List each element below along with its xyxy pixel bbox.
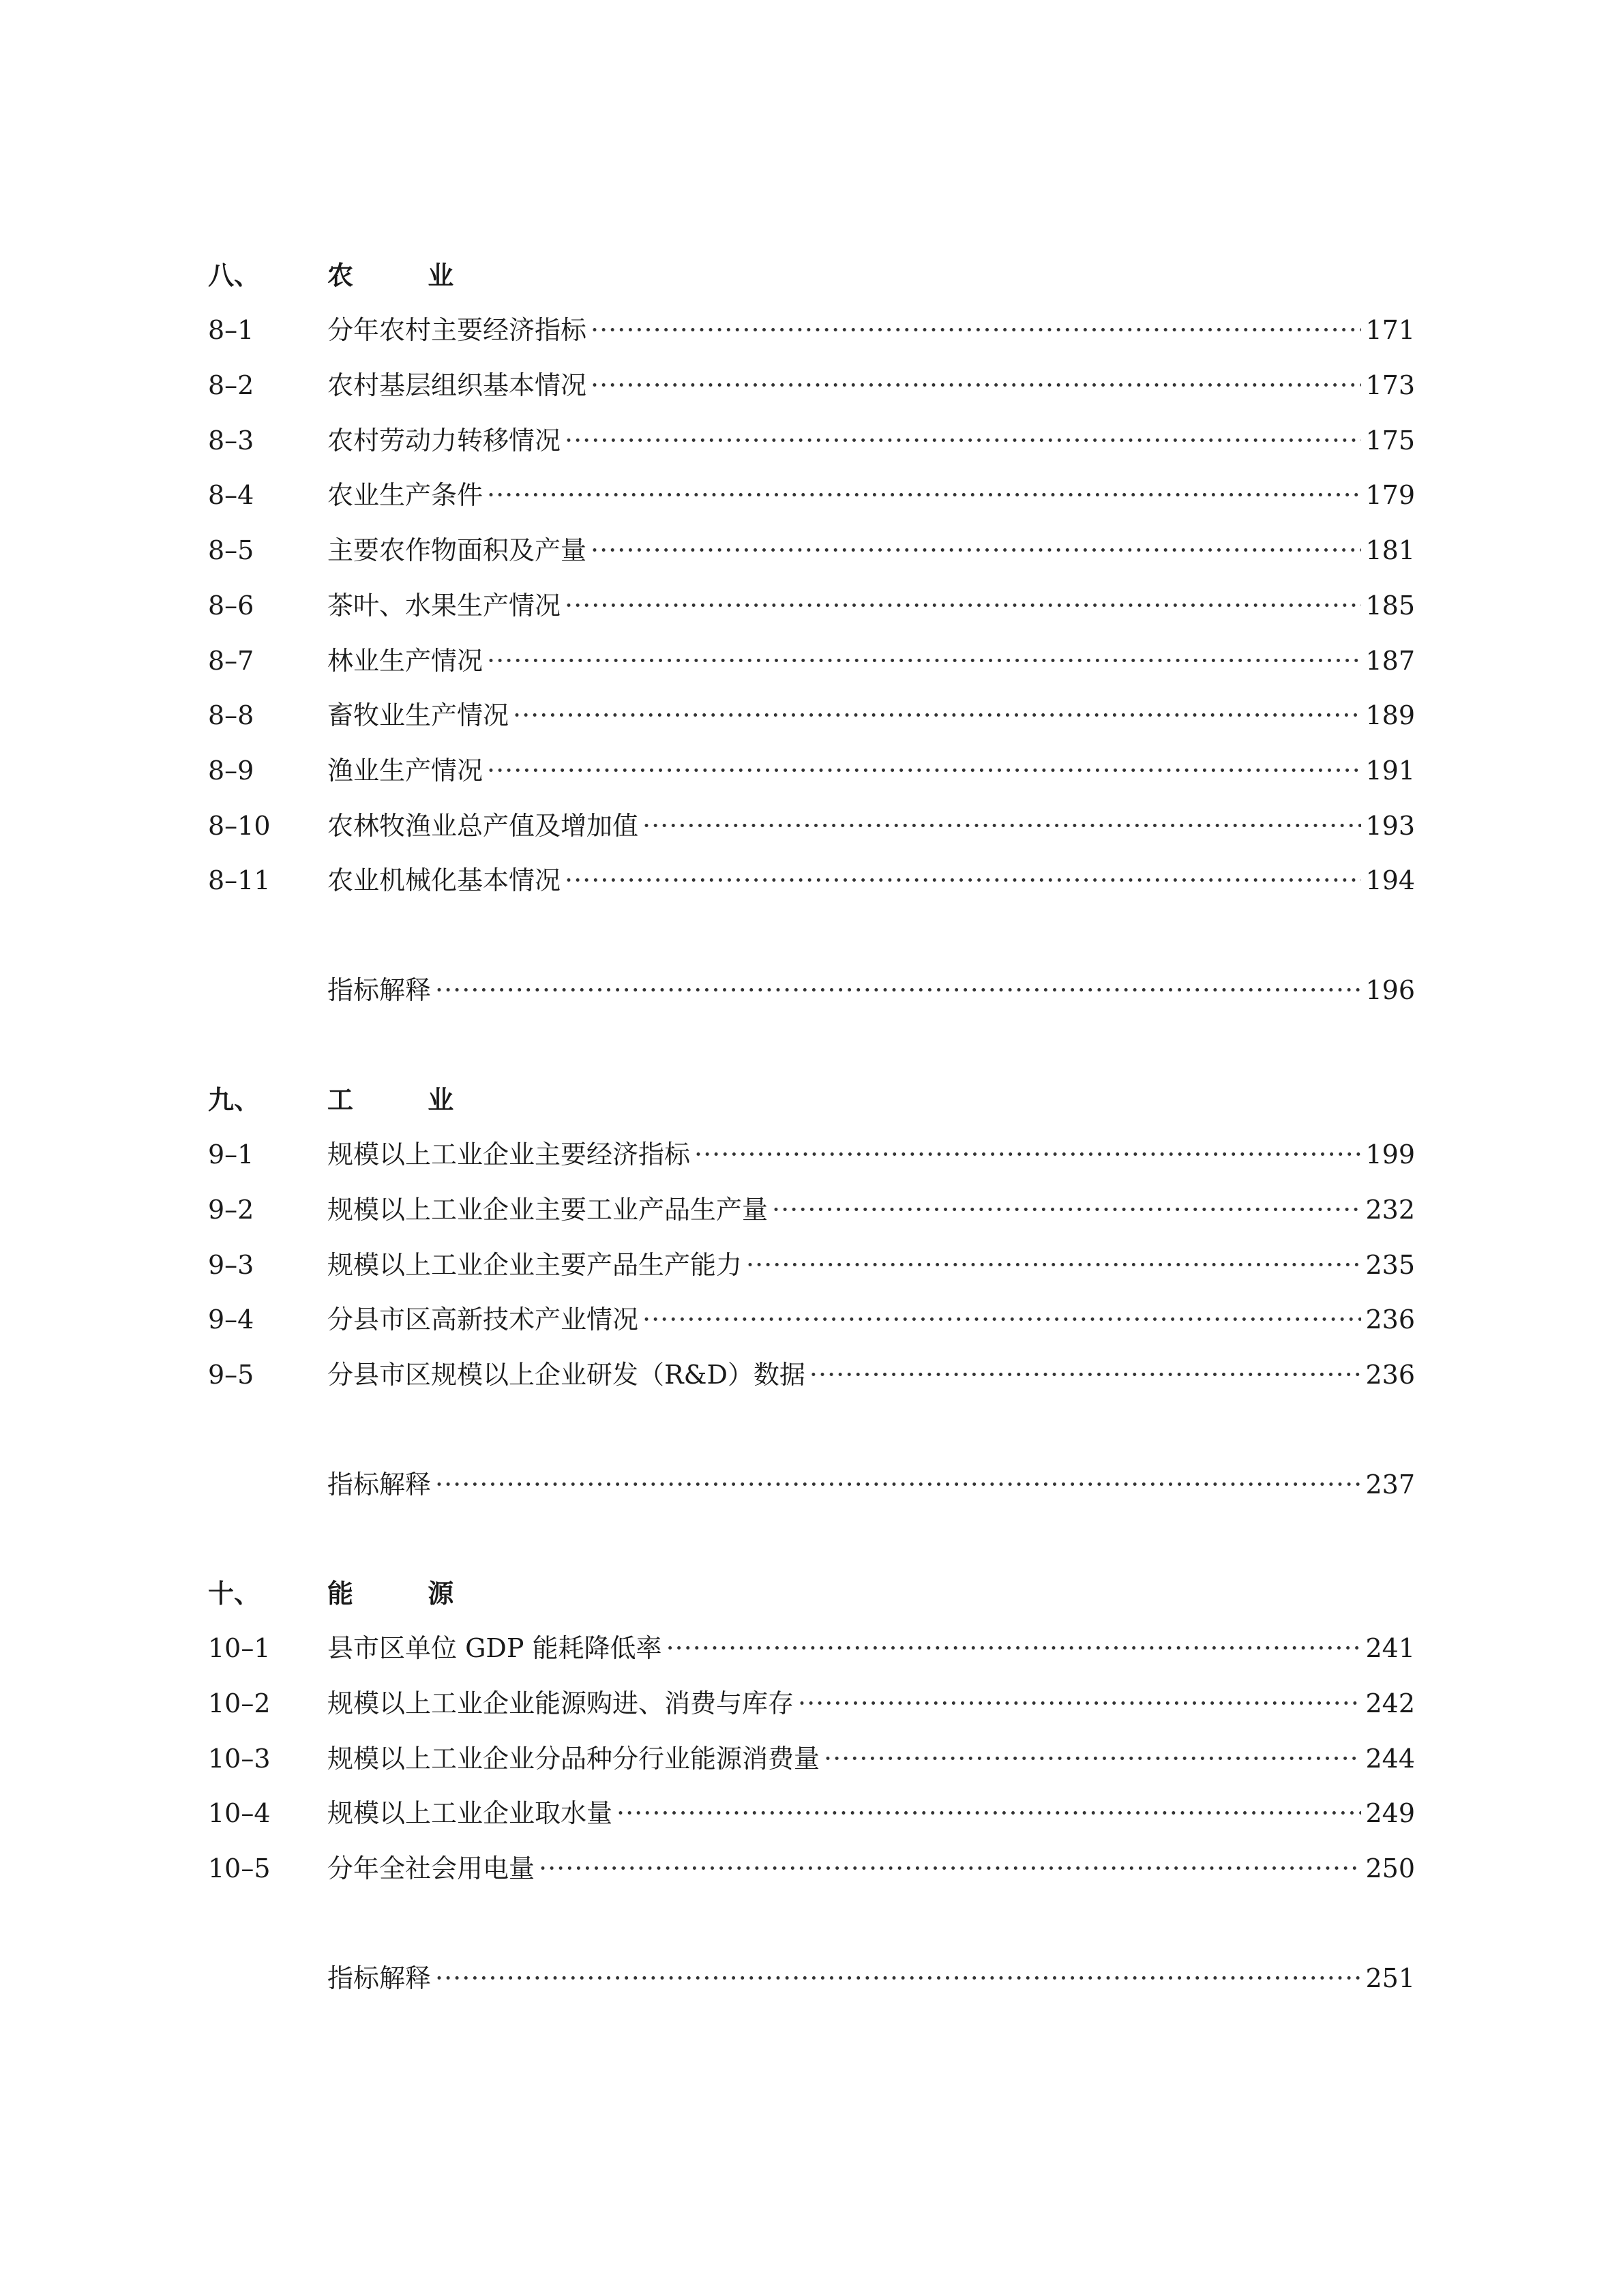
entry-number: 10–2 [208,1688,271,1718]
entry-page: 193 [1365,811,1415,841]
entry-title: 主要农作物面积及产量 [327,535,587,565]
section-title: 工 业 [327,1084,487,1115]
entry-page: 173 [1365,370,1415,400]
explanation-page: 251 [1365,1963,1415,1993]
dot-leader [642,1300,1361,1339]
entry-number: 10–5 [208,1853,271,1883]
explanation-title: 指标解释 [327,1963,432,1993]
entry-number: 8–3 [208,426,254,456]
dot-leader [824,1740,1361,1778]
toc-entry[interactable] [0,476,1623,514]
dot-leader [565,586,1361,625]
entry-page: 179 [1365,480,1415,510]
dot-leader [666,1629,1362,1667]
toc-entry[interactable] [0,311,1623,349]
toc-entry[interactable] [0,807,1623,845]
entry-page: 191 [1365,756,1415,786]
entry-title: 规模以上工业企业主要产品生产能力 [327,1250,743,1280]
dot-leader [642,807,1361,845]
section-number: 九、 [208,1084,260,1115]
entry-title: 规模以上工业企业能源购进、消费与库存 [327,1688,794,1718]
toc-entry[interactable] [0,1356,1623,1394]
entry-number: 9–1 [208,1139,254,1169]
toc-entry[interactable] [0,531,1623,569]
entry-number: 10–4 [208,1798,271,1828]
dot-leader [616,1794,1361,1832]
dot-leader [487,642,1361,680]
toc-entry[interactable] [0,1684,1623,1723]
explanation-page: 196 [1365,975,1415,1005]
entry-title: 农林牧渔业总产值及增加值 [327,811,639,841]
toc-entry[interactable] [0,1135,1623,1174]
entry-number: 8–5 [208,535,254,565]
dot-leader [435,1465,1361,1504]
section-heading [0,1081,1623,1119]
entry-page: 175 [1365,426,1415,456]
entry-number: 9–2 [208,1195,254,1225]
toc-entry[interactable] [0,1629,1623,1667]
toc-entry[interactable] [0,1246,1623,1284]
entry-title: 规模以上工业企业主要工业产品生产量 [327,1195,769,1225]
entry-number: 9–3 [208,1250,254,1280]
entry-title: 茶叶、水果生产情况 [327,591,561,621]
toc-entry[interactable] [0,696,1623,734]
entry-title: 规模以上工业企业主要经济指标 [327,1139,691,1169]
entry-page: 181 [1365,535,1415,565]
entry-number: 8–7 [208,646,254,676]
entry-page: 235 [1365,1250,1415,1280]
section-number: 十、 [208,1578,260,1609]
entry-number: 10–3 [208,1744,271,1774]
entry-page: 241 [1365,1633,1415,1663]
dot-leader [565,861,1361,899]
entry-number: 8–11 [208,865,271,895]
entry-page: 242 [1365,1688,1415,1718]
toc-explanation[interactable] [0,1465,1623,1504]
entry-title: 分县市区高新技术产业情况 [327,1304,639,1335]
entry-title: 规模以上工业企业取水量 [327,1798,613,1828]
dot-leader [513,696,1361,734]
entry-number: 10–1 [208,1633,271,1663]
dot-leader [772,1191,1361,1229]
dot-leader [798,1684,1361,1723]
explanation-title: 指标解释 [327,1470,432,1500]
toc-entry[interactable] [0,642,1623,680]
toc-entry[interactable] [0,1740,1623,1778]
entry-page: 185 [1365,591,1415,621]
entry-number: 8–1 [208,315,254,345]
entry-title: 畜牧业生产情况 [327,700,509,730]
entry-number: 9–5 [208,1360,254,1390]
entry-number: 8–10 [208,811,271,841]
toc-explanation[interactable] [0,971,1623,1009]
entry-title: 农业生产条件 [327,480,483,510]
entry-title: 农村劳动力转移情况 [327,426,561,456]
dot-leader [591,531,1361,569]
entry-number: 8–6 [208,591,254,621]
entry-page: 189 [1365,700,1415,730]
dot-leader [809,1356,1362,1394]
entry-number: 8–2 [208,370,254,400]
toc-entry[interactable] [0,751,1623,790]
dot-leader [565,421,1361,460]
entry-title: 分年农村主要经济指标 [327,315,587,345]
dot-leader [487,751,1361,790]
entry-page: 244 [1365,1744,1415,1774]
toc-entry[interactable] [0,366,1623,404]
entry-number: 9–4 [208,1304,254,1335]
entry-title: 分年全社会用电量 [327,1853,535,1883]
entry-title: 分县市区规模以上企业研发（R&D）数据 [327,1360,805,1390]
section-heading [0,256,1623,295]
toc-entry[interactable] [0,1191,1623,1229]
dot-leader [487,476,1361,514]
toc-explanation[interactable] [0,1959,1623,1997]
dot-leader [435,1959,1361,1997]
entry-number: 8–8 [208,700,254,730]
section-title: 农 业 [327,260,487,290]
explanation-title: 指标解释 [327,975,432,1005]
toc-entry[interactable] [0,1794,1623,1832]
entry-title: 农业机械化基本情况 [327,865,561,895]
entry-page: 236 [1365,1360,1415,1390]
entry-page: 171 [1365,315,1415,345]
entry-number: 8–9 [208,756,254,786]
dot-leader [591,366,1361,404]
dot-leader [694,1135,1361,1174]
toc-entry[interactable] [0,586,1623,625]
entry-page: 249 [1365,1798,1415,1828]
entry-title: 渔业生产情况 [327,756,483,786]
entry-number: 8–4 [208,480,254,510]
toc-entry[interactable] [0,1300,1623,1339]
entry-page: 232 [1365,1195,1415,1225]
dot-leader [539,1849,1361,1888]
entry-page: 236 [1365,1304,1415,1335]
dot-leader [435,971,1361,1009]
entry-title: 规模以上工业企业分品种分行业能源消费量 [327,1744,820,1774]
entry-title: 农村基层组织基本情况 [327,370,587,400]
toc-entry[interactable] [0,421,1623,460]
explanation-page: 237 [1365,1470,1415,1500]
entry-page: 250 [1365,1853,1415,1883]
section-heading [0,1575,1623,1613]
entry-title: 县市区单位 GDP 能耗降低率 [327,1633,662,1663]
toc-entry[interactable] [0,1849,1623,1888]
section-number: 八、 [208,260,260,290]
dot-leader [746,1246,1361,1284]
entry-page: 194 [1365,865,1415,895]
section-title: 能 源 [327,1578,487,1609]
entry-page: 187 [1365,646,1415,676]
entry-title: 林业生产情况 [327,646,483,676]
entry-page: 199 [1365,1139,1415,1169]
toc-entry[interactable] [0,861,1623,899]
dot-leader [591,311,1361,349]
